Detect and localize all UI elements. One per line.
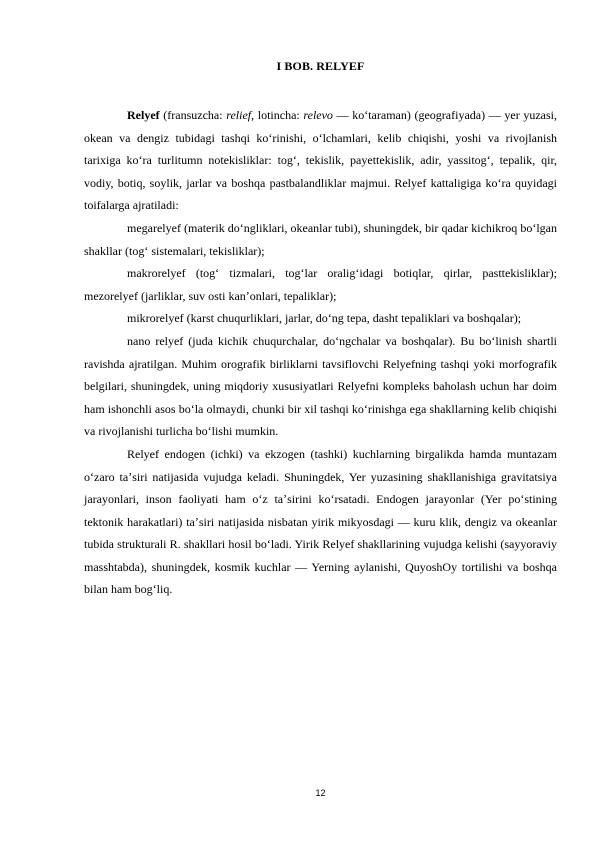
- intro-paragraph: [84, 104, 557, 217]
- page-number: 12: [315, 788, 326, 798]
- paragraph-nanorelyef: nano relyef (juda kichik chuqurchalar, doʻngchalar va boshqalar). Bu boʻlinish shartli ravishda ajratilgan. Muhim orografik birliklarni tavsiflovchi Relyefning tashqi yoki morfografik belgilari, shuningdek, uning miqdoriy xususiyatlari Relyefni kompleks baholash uchun har doim ham ishonchli asos boʻla olmaydi, chunki bir xil tashqi koʻrinishga ega shakllarning kelib chiqishi va rivojlanishi turlicha boʻlishi mumkin.: [84, 333, 557, 439]
- word-french: relief: [226, 108, 252, 122]
- body-text: [84, 104, 557, 601]
- paragraph-megarelyef: megarelyef (materik doʻngliklari, okeanlar tubi), shuningdek, bir qadar kichikroq boʻlgan shakllar (togʻ sistemalari, tekisliklar);: [84, 220, 557, 258]
- paragraph-makrorelyef: makrorelyef (togʻ tizmalari, togʻlar oraligʻidagi botiqlar, qirlar, pasttekisliklar); mezorelyef (jarliklar, suv osti kanʼonlari, tepaliklar);: [84, 266, 557, 303]
- term-relyef: Relyef: [127, 108, 160, 122]
- chapter-title: I BOB. RELYEF: [276, 59, 365, 73]
- intro-text-3: — koʻtaraman) (geografiyada) — yer yuzasi, okean va dengiz tubidagi tashqi koʻrinishi, oʻlchamlari, kelib chiqishi, yoshi va rivojlanish tarixiga koʻra turlitumn notekisliklar: togʻ, tekislik, payettekislik, adir, yassitogʻ, tepalik, qir, vodiy, botiq, soylik, jarlar va boshqa pastbalandliklar majmui. Relyef kattaligiga koʻra quyidagi toifalarga ajratiladi:: [84, 108, 557, 213]
- paragraph-mikrorelyef: mikrorelyef (karst chuqurliklari, jarlar, doʻng tepa, dasht tepaliklari va boshqalar);: [127, 311, 522, 326]
- intro-text-2: , lotincha:: [251, 108, 304, 122]
- intro-text-1: (fransuzcha:: [159, 108, 227, 122]
- word-latin: relevo: [303, 108, 333, 122]
- paragraph-endogen: Relyef endogen (ichki) va ekzogen (tashki) kuchlarning birgalikda hamda muntazam oʻzaro taʼsiri natijasida vujudga keladi. Shuningdek, Yer yuzasining shakllanishiga gravitatsiya jarayonlari, inson faoliyati ham oʻz taʼsirini koʻrsatadi. Endogen jarayonlar (Yer poʻstining tektonik harakatlari) taʼsiri natijasida nisbatan yirik mikyosdagi — kuru klik, dengiz va okeanlar tubida strukturali R. shakllari hosil boʻladi. Yirik Relyef shakllarining vujudga kelishi (sayyoraviy masshtabda), shuningdek, kosmik kuchlar — Yerning aylanishi, QuyoshOy tortilishi va boshqa bilan ham bogʻliq.: [84, 446, 557, 597]
